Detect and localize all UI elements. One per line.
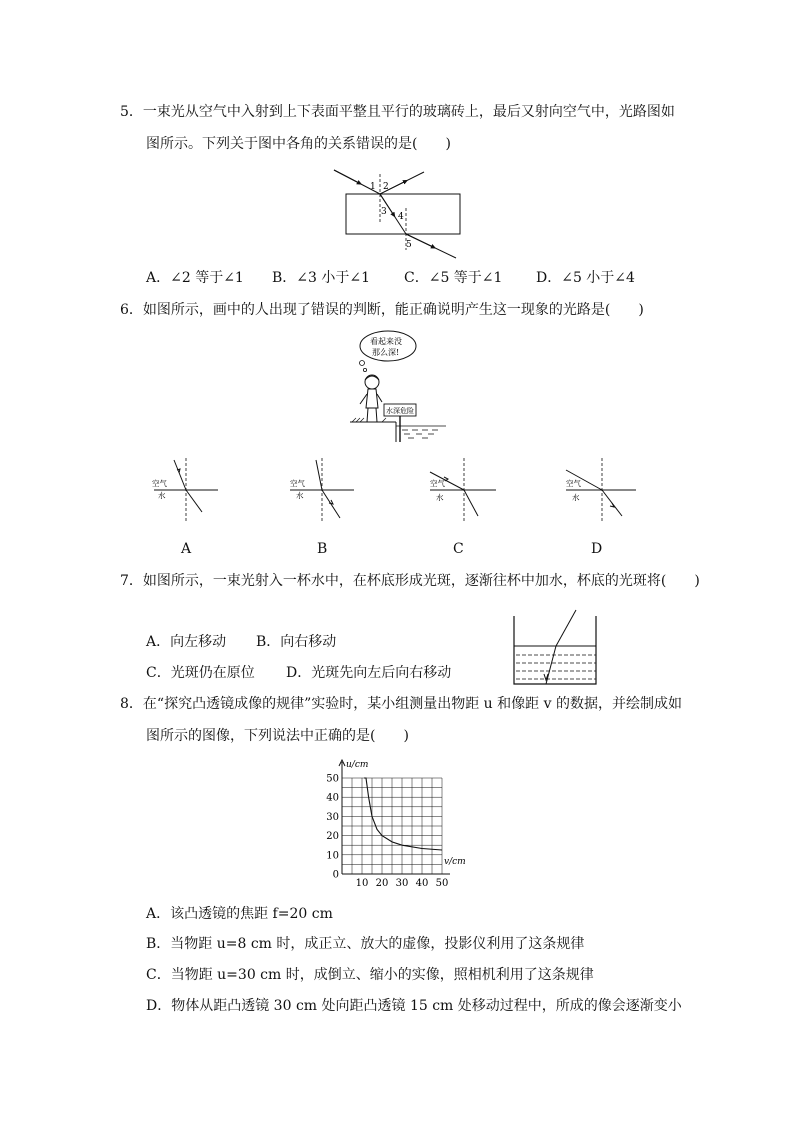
q6-choice-a-diagram <box>146 456 222 522</box>
y-tick-label: 0 <box>332 869 339 881</box>
q6-choice-c-label: C <box>453 541 464 557</box>
x-tick-label: 20 <box>375 878 389 889</box>
y-tick-label: 50 <box>326 773 339 785</box>
q6-choice-a-label: A <box>181 541 192 557</box>
q7-cup-diagram <box>510 608 602 686</box>
q6-choice-c-diagram <box>424 456 500 522</box>
angle-label-3: 3 <box>381 207 387 217</box>
q5-option-c: C．∠5 等于∠1 <box>404 270 503 286</box>
q8-option-a: A．该凸透镜的焦距 f=20 cm <box>146 906 333 922</box>
choice-b-water: 水 <box>296 491 304 500</box>
q5-option-a: A．∠2 等于∠1 <box>146 270 244 286</box>
choice-a-air: 空气 <box>152 479 167 488</box>
q8-option-d: D．物体从距凸透镜 30 cm 处向距凸透镜 15 cm 处移动过程中，所成的像会逐渐变小 <box>146 998 682 1014</box>
danger-sign-text: 水深危险 <box>386 407 414 415</box>
x-axis-label: v/cm <box>444 857 466 867</box>
choice-b-air: 空气 <box>290 479 305 488</box>
q5-stem-line2: 图所示。下列关于图中各角的关系错误的是( ) <box>146 136 451 152</box>
choice-a-water: 水 <box>158 491 166 500</box>
y-tick-label: 30 <box>326 811 339 823</box>
q8-stem-line1 <box>120 694 682 714</box>
choice-d-air: 空气 <box>566 479 581 488</box>
q5-option-b: B．∠3 小于∠1 <box>272 270 371 286</box>
angle-label-4: 4 <box>398 212 404 222</box>
q5-glass-slab-diagram <box>332 164 472 264</box>
q6-cartoon <box>348 330 448 442</box>
bubble-text-1: 看起来没 <box>370 337 402 346</box>
x-tick-label: 40 <box>415 878 429 889</box>
y-axis-label: u/cm <box>346 760 369 770</box>
y-tick-label: 40 <box>326 792 339 804</box>
x-tick-label: 10 <box>355 878 369 889</box>
angle-label-2: 2 <box>383 182 389 192</box>
q5-option-d: D．∠5 小于∠4 <box>536 270 635 286</box>
choice-c-water: 水 <box>436 493 444 502</box>
q8-u-v-chart <box>326 758 476 888</box>
q6-stem: 6．如图所示，画中的人出现了错误的判断，能正确说明产生这一现象的光路是( ) <box>120 302 644 318</box>
person-figure <box>360 375 382 422</box>
y-tick-label: 10 <box>326 850 339 862</box>
q5-stem-line1: 5．一束光从空气中入射到上下表面平整且平行的玻璃砖上，最后又射向空气中，光路图如 <box>120 104 675 120</box>
u-v-curve <box>364 778 442 850</box>
light-ray-air <box>556 610 576 646</box>
q6-choice-b-diagram <box>282 456 358 522</box>
q7-option-a: A．向左移动 <box>146 634 227 650</box>
bubble-text-2: 那么深! <box>372 348 400 357</box>
q7-option-b: B．向右移动 <box>256 634 337 650</box>
q8-stem-text: 8．在“探究凸透镜成像的规律”实验时，某小组测量出物距 u 和像距 v 的数据，并绘制成如 <box>120 696 682 712</box>
angle-label-5: 5 <box>406 240 412 250</box>
y-tick-label: 20 <box>326 831 339 843</box>
q6-choice-d-diagram <box>560 456 636 522</box>
bank-hatching <box>352 418 386 422</box>
x-tick-label: 50 <box>435 878 449 889</box>
q8-stem-line2: 图所示的图像，下列说法中正确的是( ) <box>146 728 409 744</box>
q8-option-b: B．当物距 u=8 cm 时，成正立、放大的虚像，投影仪利用了这条规律 <box>146 936 585 952</box>
angle-label-1: 1 <box>370 182 376 192</box>
q7-option-d: D．光斑先向左后向右移动 <box>286 665 452 681</box>
q8-option-c: C．当物距 u=30 cm 时，成倒立、缩小的实像，照相机利用了这条规律 <box>146 967 594 983</box>
x-tick-label: 30 <box>395 878 409 889</box>
q7-option-c: C．光斑仍在原位 <box>146 665 255 681</box>
q6-choice-d-label: D <box>591 541 603 557</box>
light-ray-water <box>546 646 556 684</box>
chart-grid <box>342 778 442 874</box>
choice-d-water: 水 <box>572 493 580 502</box>
q7-stem: 7．如图所示，一束光射入一杯水中，在杯底形成光斑，逐渐往杯中加水，杯底的光斑将( ) <box>120 573 700 589</box>
q6-choice-b-label: B <box>317 541 328 557</box>
choice-c-air: 空气 <box>430 479 445 488</box>
